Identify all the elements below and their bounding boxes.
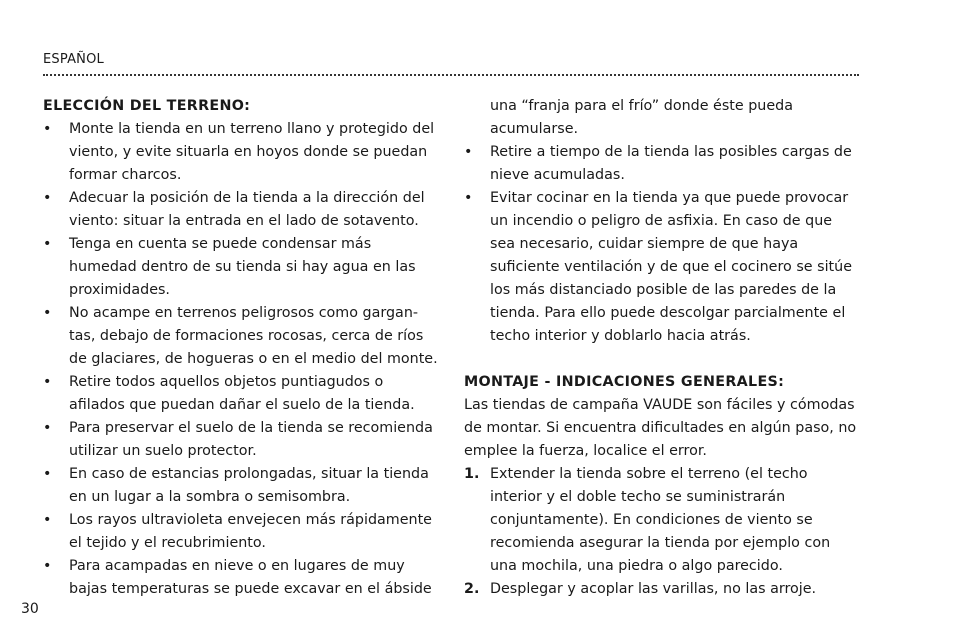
list-item [43, 417, 439, 463]
list-item-text: Tenga en cuenta se puede condensar más humedad dentro de su tienda si hay agua en las proximidades. [69, 236, 416, 298]
language-label: ESPAÑOL [43, 52, 104, 67]
bullet-mark: • [43, 420, 52, 436]
section-spacer [464, 348, 860, 371]
list-item [43, 463, 439, 509]
list-item-text: Evitar cocinar en la tienda ya que puede provocar un incendio o peligro de asfixia. En caso de que sea necesario, cuidar siempre de que haya suficiente ventilación y de que el cocinero se sitúe los más distanciado posible de las paredes de la tienda. Para ello puede descolgar parcialmente el techo interior y doblarlo hacia atrás. [490, 190, 853, 344]
list-item-text: Monte la tienda en un terreno llano y protegido del viento, y evite situarla en hoyos donde se puedan formar charcos. [69, 121, 435, 183]
bullet-mark: • [43, 121, 52, 137]
bullet-mark: • [43, 305, 52, 321]
list-item [43, 233, 439, 302]
assembly-intro: Las tiendas de campaña VAUDE son fáciles y cómodas de montar. Si encuentra dificultades en algún paso, no emplee la fuerza, localice el error. [464, 397, 857, 459]
list-item [43, 509, 439, 555]
step-text: Desplegar y acoplar las varillas, no las arroje. [490, 581, 817, 597]
bullet-mark: • [43, 466, 52, 482]
list-item-text: No acampe en terrenos peligrosos como gargan-tas, debajo de formaciones rocosas, cerca de ríos de glaciares, de hogueras o en el medio del monte. [69, 305, 438, 367]
right-column [464, 95, 860, 601]
bullet-mark: • [43, 236, 52, 252]
list-item [464, 187, 860, 348]
list-item-text: Retire todos aquellos objetos puntiagudos o afilados que puedan dañar el suelo de la tienda. [69, 374, 415, 413]
bullet-mark: • [464, 144, 473, 160]
step-text: Extender la tienda sobre el terreno (el techo interior y el doble techo se suministrarán conjuntamente). En condiciones de viento se recomienda asegurar la tienda por ejemplo con una mochila, una piedra o algo parecido. [490, 466, 831, 574]
list-item-text: Los rayos ultravioleta envejecen más rápidamente el tejido y el recubrimiento. [69, 512, 432, 551]
continued-list-text: una “franja para el frío” donde éste pueda acumularse. [490, 98, 793, 137]
list-item [464, 141, 860, 187]
section-heading-terrain: ELECCIÓN DEL TERRENO: [43, 98, 251, 114]
terrain-bullet-list-continued [464, 141, 860, 348]
step-item [464, 463, 860, 578]
bullet-mark: • [43, 558, 52, 574]
list-item-text: En caso de estancias prolongadas, situar la tienda en un lugar a la sombra o semisombra. [69, 466, 429, 505]
bullet-mark: • [43, 190, 52, 206]
list-item [43, 118, 439, 187]
step-number: 1. [464, 466, 480, 482]
list-item [43, 302, 439, 371]
list-item [43, 371, 439, 417]
list-item-text: Para preservar el suelo de la tienda se recomienda utilizar un suelo protector. [69, 420, 433, 459]
step-number: 2. [464, 581, 480, 597]
dotted-divider [43, 74, 859, 76]
terrain-bullet-list [43, 118, 439, 601]
list-item-text: Adecuar la posición de la tienda a la dirección del viento: situar la entrada en el lado de sotavento. [69, 190, 425, 229]
left-column [43, 95, 439, 601]
list-item-text: Para acampadas en nieve o en lugares de muy bajas temperaturas se puede excavar en el ábside [69, 558, 432, 597]
list-item [43, 555, 439, 601]
list-item [43, 187, 439, 233]
bullet-mark: • [43, 512, 52, 528]
assembly-steps [464, 463, 860, 601]
page-number: 30 [21, 601, 39, 617]
section-heading-assembly: MONTAJE - INDICACIONES GENERALES: [464, 374, 785, 390]
list-item-text: Retire a tiempo de la tienda las posibles cargas de nieve acumuladas. [490, 144, 852, 183]
bullet-mark: • [43, 374, 52, 390]
bullet-mark: • [464, 190, 473, 206]
step-item [464, 578, 860, 601]
